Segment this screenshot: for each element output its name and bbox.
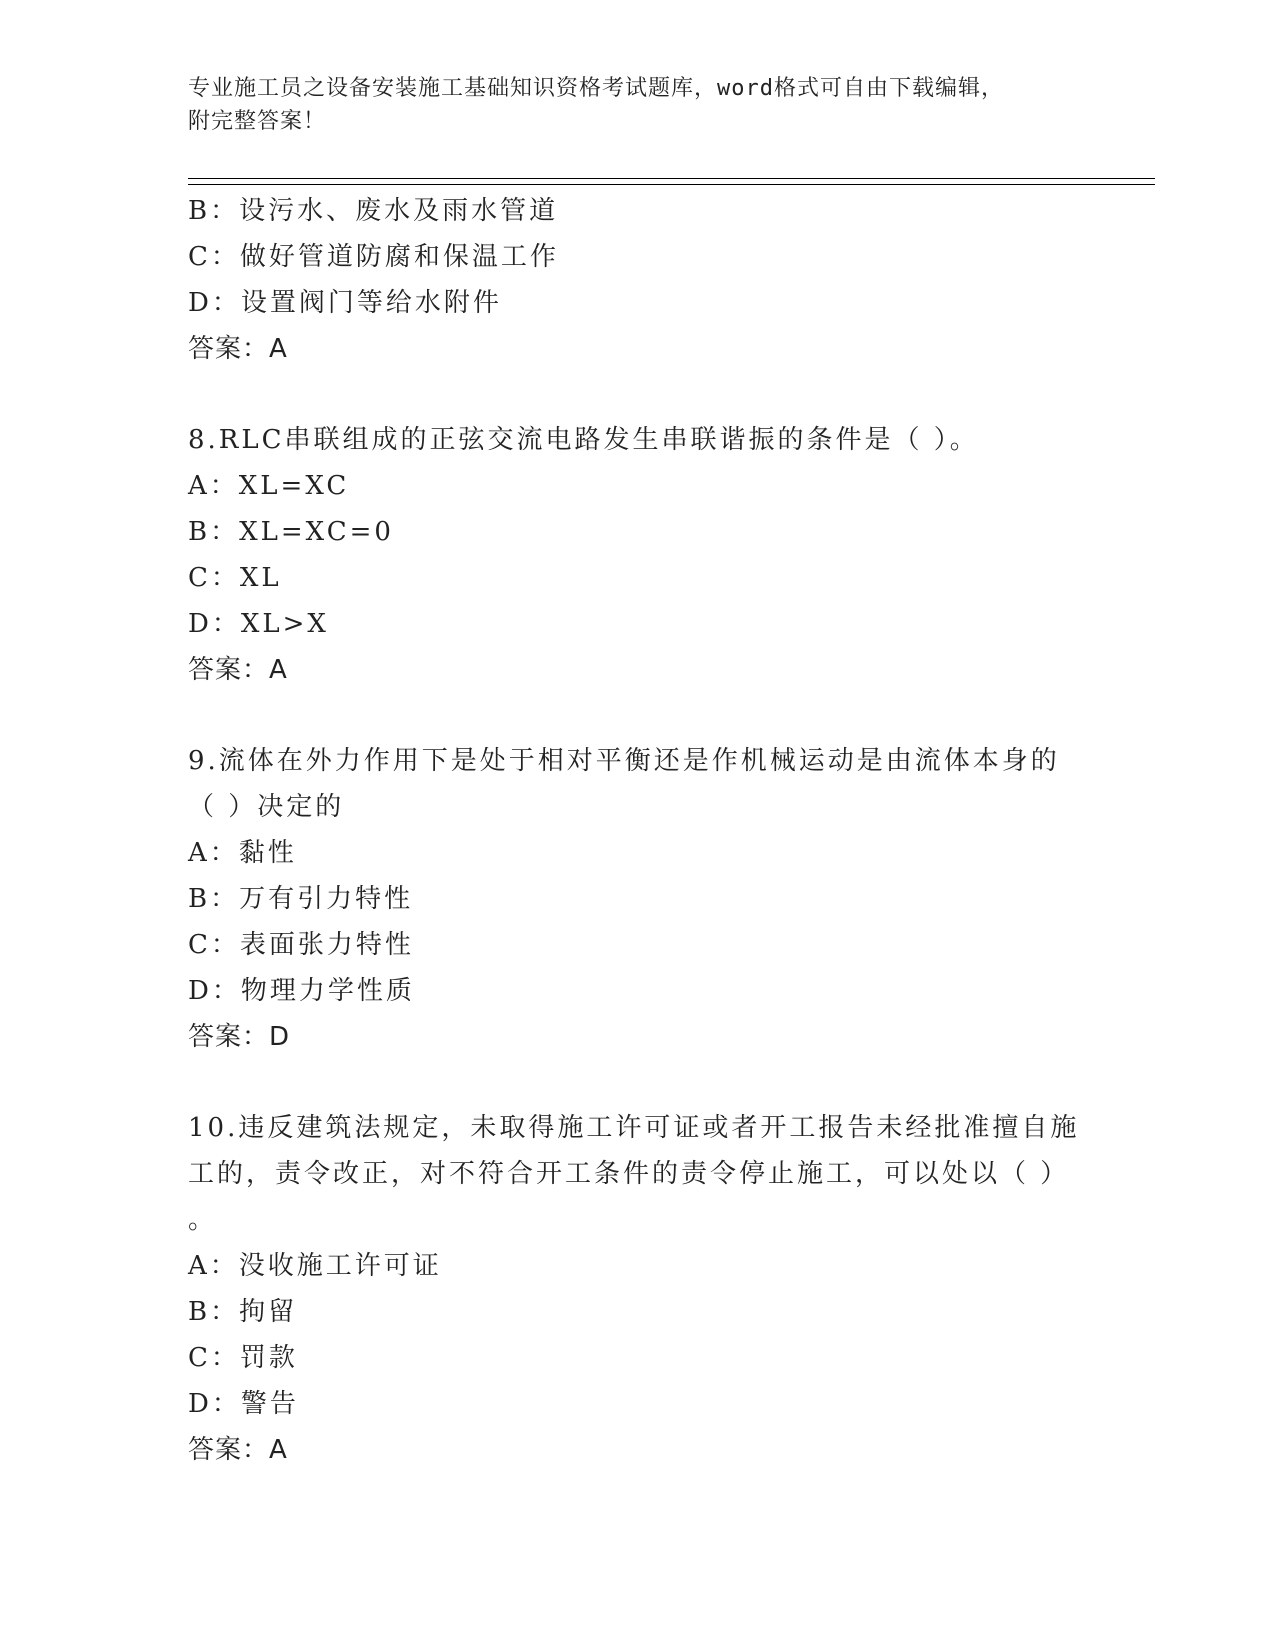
question-list	[188, 188, 1088, 1473]
option-c: C：做好管道防腐和保温工作	[188, 242, 559, 272]
option-c: C：XL	[188, 563, 282, 593]
question-8	[188, 417, 1088, 693]
option-b: B：拘留	[188, 1297, 298, 1327]
option-d: D：警告	[188, 1389, 299, 1419]
option-d: D：XL>X	[188, 609, 329, 639]
answer: 答案：A	[188, 1435, 288, 1465]
question-text-line-1: 9.流体在外力作用下是处于相对平衡还是作机械运动是由流体本身的	[188, 746, 1060, 776]
question-text-line-2: （ ）决定的	[188, 792, 345, 822]
answer: 答案：A	[188, 334, 288, 364]
question-text-line-3: 。	[188, 1205, 218, 1235]
option-c: C：表面张力特性	[188, 930, 414, 960]
option-b: B：万有引力特性	[188, 884, 414, 914]
option-a: A：没收施工许可证	[188, 1251, 442, 1281]
header-line-1: 专业施工员之设备安装施工基础知识资格考试题库，word格式可自由下载编辑，	[188, 76, 1004, 101]
question-9	[188, 738, 1088, 1060]
header-line-2: 附完整答案！	[188, 109, 327, 134]
question-7-continued	[188, 188, 1088, 372]
option-b: B：XL=XC=0	[188, 517, 394, 547]
header-double-rule	[188, 178, 1155, 185]
option-d: D：物理力学性质	[188, 976, 415, 1006]
option-d: D：设置阀门等给水附件	[188, 288, 502, 318]
option-a: A：黏性	[188, 838, 297, 868]
question-text-line-2: 工的，责令改正，对不符合开工条件的责令停止施工，可以处以（ ）	[188, 1159, 1070, 1189]
document-header	[188, 72, 1068, 138]
question-text: 8.RLC串联组成的正弦交流电路发生串联谐振的条件是（ ）。	[188, 425, 979, 455]
answer: 答案：A	[188, 655, 288, 685]
spacer	[188, 693, 1088, 738]
answer: 答案：D	[188, 1022, 291, 1052]
option-a: A：XL=XC	[188, 471, 350, 501]
question-text-line-1: 10.违反建筑法规定，未取得施工许可证或者开工报告未经批准擅自施	[188, 1113, 1080, 1143]
spacer	[188, 1060, 1088, 1105]
option-b: B：设污水、废水及雨水管道	[188, 196, 559, 226]
spacer	[188, 372, 1088, 417]
question-10	[188, 1105, 1088, 1473]
option-c: C：罚款	[188, 1343, 298, 1373]
